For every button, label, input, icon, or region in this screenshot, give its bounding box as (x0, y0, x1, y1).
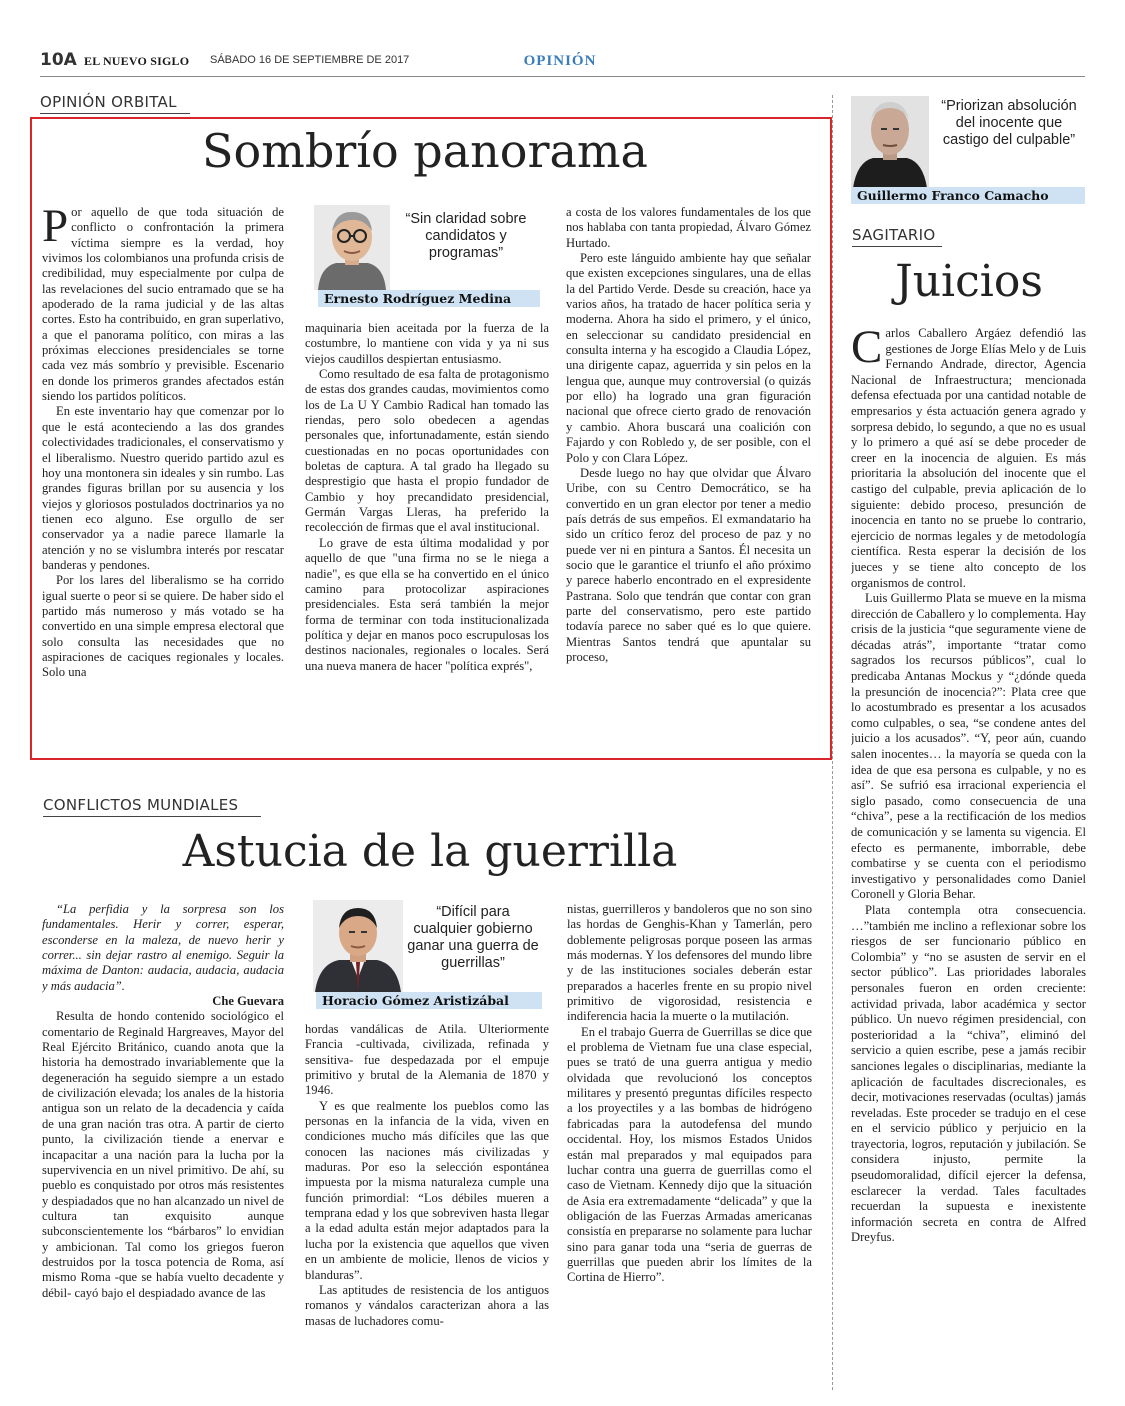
article3-column (851, 326, 1086, 1392)
article1-col3-paragraph: Pero este lánguido ambiente hay que señalar que existen excepciones singulares, una de ellas la del Partido Verde. Desde su creación, hace ya varios años, ha tratado de hacer política seria y moderna. Ahora ha sido el primero, y el único, en seleccionar su candidato presidencial en consulta interna y ha escogido a Claudia López, una dirigente capaz, aguerrida y sin pelos en la lengua que, aunque muy controversial (o quizás por ello) ha logrado una gran figuración nacional que ofrece cierto grado de renovación y cambio. Ahora buscará una coalición con Fajardo y con Robledo y, de ser posible, con el Polo y con Clara López. (566, 251, 811, 465)
article2-pullquote: “Difícil para cualquier gobierno ganar una guerra de guerrillas” (407, 904, 539, 971)
article2-column-1 (42, 902, 284, 1392)
paragraph-text: arlos Caballero Argáez defendió las gestiones de Jorge Elías Melo y de Luis Fernando Andrade, director, Agencia Nacional de Infraestructura; mencionada defensa efectuada por una cantidad notable de empresarios y ésta actuación genera agrado y sorpresa debido, lo segundo, a que no es usual y lo primero a qué así se debe proceder de creer en la inocencia de alguien. Es más prioritaria la absolución del inocente que el castigo del culpable, previa aplicación de lo siguiente: debido proceso, presunción de inocencia en tanto no se pruebe lo contrario, ejercicio de normas legales y de metodología científica. Resta esperar la decisión de los jueces y se tiene alto concepto de los organismos de control. (851, 326, 1086, 590)
article3-pullquote: “Priorizan absolución del inocente que castigo del culpable” (941, 98, 1077, 148)
article3-paragraph (851, 326, 1086, 591)
article1-col2-paragraph: Como resultado de esa falta de protagonismo de estas dos grandes caudas, movimientos como los de La U Y Cambio Radical han tomado las riendas, pero solo obedecen a agendas personales que, infortunadamente, están siendo cuestionadas en no pocas oportunidades con boletas de captura. A tal grado ha llegado su desprestigio que hasta el propio fundador de Cambio y hoy precandidato presidencial, Germán Vargas Lleras, ha preferido la recolección de firmas que el aval institucional. (305, 367, 549, 535)
article1-column-3 (566, 205, 811, 750)
article1-col2-paragraph: maquinaria bien aceitada por la fuerza de la costumbre, lo mantiene con vida y ya ni sus viejos caudillos despiertan entusiasmo. (305, 321, 549, 366)
article1-author-box (314, 205, 540, 307)
article2-col1-paragraph: Resulta de hondo contenido sociológico el comentario de Reginald Hargreaves, Mayor del Real Ejército Británico, cuando anota que la historia ha demostrado invariablemente que la degeneración ha seguido siempre a un estado de civilización elevada; los anales de la historia antigua son un relato de la decadencia y caída de una gran nación tras otra. A partir de cierto punto, la civilización tiende a enervar e incapacitar a una nación para la lucha por la supervivencia en un nivel primitivo. De ahí, su pueblo es conquistado por otros más resistentes y despiadados que no han alcanzado un nivel de cultura tan exquisito aunque subconscientemente los “bárbaros” lo envidian y ambicionan. Tal como los griegos fueron destruidos por la tosca potencia de Roma, así mismo Roma -que se había vuelto decadente y débil- cayó bajo el despiadado avance de las (42, 1009, 284, 1300)
drop-cap: C (851, 326, 883, 373)
issue-date: SÁBADO 16 DE SEPTIEMBRE DE 2017 (210, 54, 410, 66)
article1-col2-paragraph: Lo grave de esta última modalidad y por aquello de que "una firma no se le niega a nadie", es que ella se ha convertido en el único camino para protocolizar aspiraciones presidenciales. Esta será también la mejor forma de terminar con toda institucionalizada política y dejar en manos poco escrupulosas los destinos nacionales, regionales o locales. Será una nueva manera de hacer "política exprés", (305, 535, 549, 673)
masthead (40, 50, 1085, 77)
author-photo (314, 205, 390, 290)
author-photo (313, 900, 403, 992)
drop-cap: P (42, 205, 69, 252)
article1-column-1 (42, 205, 284, 750)
article2-kicker: CONFLICTOS MUNDIALES (43, 796, 261, 817)
paper-name: EL NUEVO SIGLO (84, 54, 190, 68)
paragraph-text: or aquello de que toda situación de conflicto o confrontación la primera víctima siempre es la verdad, hoy vivimos los colombianos una profunda crisis de credibilidad, muy especialmente por culpa de las revelaciones del sucio entramado que se ha apoderado de la rama judicial y de las altas cortes. Esto ha contribuido, en gran superlativo, a que el panorama político, con miras a las próximas elecciones presidenciales se torne cada vez más sombrío y previsible. Escenario en donde los primeros grandes afectados están siendo los partidos políticos. (42, 205, 284, 404)
section-name: OPINIÓN (523, 53, 597, 69)
article3-paragraph: Plata contempla otra consecuencia. …”también me inclino a reflexionar sobre los riesgos de ser funcionario público en Colombia” y “no se asusten de servir en el sector público”. Las prioridades laborales personales fueron en orden creciente: actividad privada, labor académica y sector público. Un nuevo régimen presidencial, con posterioridad a la “chiva”, eliminó del servicio a quien escribe, pese a jamás recibir sanciones legales o disciplinarias, mediante la aplicación de facultades discrecionales, es decir, motivaciones reservadas (ocultas) jamás reveladas. Este proceder se tradujo en el cese en el servicio público y perjuicio en la trayectoria, logros, reputación y jubilación. Se considera injusto, permite la pseudomoralidad, difícil ejercer la defensa, esclarecer la verdad. Tales facultades recuerdan la supuesta e inexistente información secreta en contra de Alfred Dreyfus. (851, 902, 1086, 1245)
article2-col3-paragraph: En el trabajo Guerra de Guerrillas se dice que el problema de Vietnam fue una clase especial, pues se trató de una guerra antigua y medio olvidada que revolucionó los conceptos militares y presentó preguntas difíciles respecto a los proyectiles y a las bombas de hidrógeno fabricadas para la autodefensa del mundo occidental. Hoy, los mismos Estados Unidos están mal preparados y mal equipados para luchar contra una guerra de guerrillas como el caso de Vietnam. Kennedy dijo que la situación de Asia era extremadamente “delicada” y que la obligación de las Fuerzas Armadas americanas consistía en prepararse no solamente para luchar sino para ganar toda una “seria de guerras de guerrillas que pueden abrir los límites de la Cortina de Hierro”. (567, 1024, 812, 1285)
article1-col1-paragraph (42, 205, 284, 404)
article3-kicker: SAGITARIO (852, 226, 942, 247)
column-divider (832, 95, 833, 1390)
article2-author-box (313, 900, 540, 1010)
article3-author-box (851, 96, 1085, 208)
article3-paragraph: Luis Guillermo Plata se mueve en la misma dirección de Caballero y lo complementa. Hay crisis de la justicia “que seguramente viene de décadas atrás”, importante “tratar como sagrados los recursos públicos”, cual lo predicaba Antanas Mockus y “¿dónde queda la presunción de inocencia?”: Plata cree que lo acostumbrado es presentar a los acusados como culpables, o sea, “se condene antes del juicio a los acusados”. “Y, peor aún, cuando salen inocentes… la mayoría se queda con la idea de que esa persona es culpable, y no es así”. Se sufrió esa irracional experiencia el siglo pasado, como consecuencia de una “chiva”, pese a la rectificación de los medios de comunicación y se lamenta su vigencia. El efecto es permanente, imborrable, debe combatirse y se cuenta con el periodismo investigativo y personalidades como Daniel Coronell y Gloria Behar. (851, 591, 1086, 902)
article1-author-name: Ernesto Rodríguez Medina (318, 290, 540, 307)
article2-author-name: Horacio Gómez Aristizábal (316, 992, 542, 1009)
article2-col2-paragraph: hordas vandálicas de Atila. Ulteriormente Francia -cultivada, civilizada, refinada y sensitiva- fue despedazada por el empuje primitivo y brutal de la Alemania de 1870 y 1946. (305, 1022, 549, 1098)
article2-epigraph: “La perfidia y la sorpresa son los fundamentales. Herir y correr, esperar, esconderse en la maleza, de nuevo herir y correr... sin dejar rastro al enemigo. Seguir la máxima de Danton: audacia, audacia, audacia y más audacia”. (42, 902, 284, 993)
article3-author-name: Guillermo Franco Camacho (851, 187, 1085, 204)
article2-col3-paragraph: nistas, guerrilleros y bandoleros que no son sino las hordas de Genghis-Khan y Tamerlán, pero doblemente peligrosas porque poseen las armas más modernas. Y los defensores del mundo libre y de las instituciones sociales deberán estar preparados a hacerles frente en su propio nivel primitivo de vigorosidad, resistencia e indiferencia hacia la muerte o la mutilación. (567, 902, 812, 1024)
article1-col3-paragraph: a costa de los valores fundamentales de los que nos hablaba con tanta propiedad, Álvaro Gómez Hurtado. (566, 205, 811, 250)
article2-epigraph-author: Che Guevara (212, 994, 284, 1009)
article1-col3-paragraph: Desde luego no hay que olvidar que Álvaro Uribe, con su Centro Democrático, se ha convertido en un gran elector por tener a medio país detrás de sus empeños. El exmandatario ha sido un crítico feroz del proceso de paz y no puede ver ni en pintura a Santos. Él necesita un socio que le garantice el triunfo el año próximo y parece haberlo encontrado en el expresidente Pastrana. Solo que tendrán que contar con gran parte del conservatismo, pero este partido todavía parece no saber qué es lo que quiere. Mientras Santos tendrá que apuntalar su proceso, (566, 465, 811, 664)
article1-kicker: OPINIÓN ORBITAL (40, 93, 190, 114)
article2-col2-paragraph: Y es que realmente los pueblos como las personas en la infancia de la vida, viven en condiciones mucho más difíciles que las que conocen las naciones más civilizadas y maduras. Por eso la selección espontánea impuesta por la misma naturaleza cumple una función primordial: “Los débiles mueren a temprana edad y los que sobreviven hasta llegar a la edad adulta están mejor adaptados para la lucha por la existencia que aquellos que viven en un ambiente de molicie, llenos de vicios y blanduras”. (305, 1098, 549, 1282)
article2-col2-paragraph: Las aptitudes de resistencia de los antiguos romanos y vándalos caracterizan ahora a las masas de luchadores comu- (305, 1282, 549, 1328)
article2-column-2 (305, 1022, 549, 1392)
article1-col1-paragraph: Por los lares del liberalismo se ha corrido igual suerte o peor si se quiere. De haber sido el partido más numeroso y más votado se ha convertido en una simple empresa electoral que solo consulta las necesidades que no aspiraciones de caciques regionales y locales. Solo una (42, 573, 284, 680)
article2-column-3 (567, 902, 812, 1392)
page-number: 10A (40, 50, 77, 70)
article3-headline: Juicios (895, 256, 1043, 307)
article2-headline: Astucia de la guerrilla (182, 826, 678, 877)
author-photo (851, 96, 929, 188)
article1-col1-paragraph: En este inventario hay que comenzar por lo que le está aconteciendo a las dos grandes colectividades tradicionales, el conservatismo y el liberalismo. Nuestro querido partido azul es hoy una montonera sin ideales y sin rumbo. Las grandes figuras brillan por su ausencia y los viejos y gloriosos postulados doctrinarios ya no tienen eco alguno. Ese orgullo de ser conservador ya a nadie parece llamarle la atención y no se vislumbra interés por rescatar banderas y pendones. (42, 404, 284, 572)
article1-headline: Sombrío panorama (202, 124, 648, 178)
article1-pullquote: “Sin claridad sobre candidatos y programas” (405, 211, 527, 261)
article1-column-2 (305, 321, 549, 751)
